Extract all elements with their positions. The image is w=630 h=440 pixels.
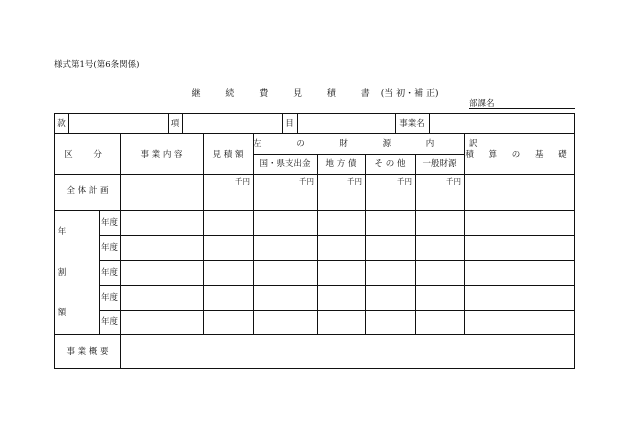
department-label: 部課名	[469, 99, 495, 109]
zaigen-sub-kokuken: 国・県支出金	[259, 159, 311, 169]
nenwari-char-gaku: 額	[57, 308, 67, 318]
nenwari-char-nen: 年	[57, 227, 67, 237]
mitsumori-header: 見 積 額	[212, 150, 244, 160]
department-underline	[469, 108, 575, 109]
zaigen-header: 左 の 財 源 内 訳	[253, 139, 494, 149]
year-label-3: 年度	[100, 268, 118, 278]
moku-label: 目	[285, 119, 294, 129]
rule-moku-sep	[297, 114, 298, 133]
zaigen-sub-sonota: そ の 他	[374, 159, 406, 169]
rule-year4	[99, 310, 574, 311]
kan-label: 款	[57, 119, 66, 129]
estimate-form-table	[54, 113, 575, 369]
page-title	[0, 89, 630, 99]
rule-year1	[99, 235, 574, 236]
gaiyo-label: 事 業 概 要	[66, 347, 109, 357]
rule-subheader	[253, 154, 464, 155]
title-main: 継 続 費 見 積 書	[191, 89, 381, 99]
year-label-4: 年度	[100, 293, 118, 303]
rule-col-naiyo	[120, 210, 121, 334]
rule-year2	[99, 260, 574, 261]
kou-label: 項	[170, 119, 180, 129]
rule-kan-sep	[68, 114, 69, 133]
zentai-unit-kokuken: 千円	[299, 177, 314, 186]
kubun-header: 区 分	[64, 150, 111, 160]
year-label-1: 年度	[100, 218, 118, 228]
rule-nenwari-bottom	[55, 334, 574, 335]
rule-jigyo-sep	[429, 114, 430, 133]
kiso-header: 積 算 の 基 礎	[465, 150, 573, 160]
year-label-5: 年度	[100, 317, 118, 327]
rule-col-kubun	[120, 133, 121, 210]
jigyomei-label: 事業名	[399, 119, 425, 129]
zaigen-sub-chihosai: 地 方 債	[325, 159, 357, 169]
zaigen-sub-ippan: 一般財源	[422, 159, 457, 169]
naiyo-header: 事 業 内 容	[140, 150, 183, 160]
title-sub: (当 初・補 正)	[380, 89, 439, 99]
nenwari-char-wari: 割	[57, 268, 67, 278]
year-label-2: 年度	[100, 243, 118, 253]
rule-kou-sep	[182, 114, 183, 133]
zentai-unit-chihosai: 千円	[347, 177, 362, 186]
zentai-unit-sonota: 千円	[397, 177, 412, 186]
rule-header	[55, 174, 574, 175]
rule-col-mitsumori	[203, 133, 204, 334]
zentai-unit-ippan: 千円	[446, 177, 461, 186]
rule-col-kiso	[464, 133, 465, 334]
zentai-label: 全 体 計 画	[66, 186, 109, 196]
rule-col-gaiyo	[120, 334, 121, 368]
zentai-unit-mitsumori: 千円	[235, 177, 250, 186]
form-number: 様式第1号(第6条関係)	[54, 60, 140, 70]
rule-year3	[99, 285, 574, 286]
rule-zentai	[55, 210, 574, 211]
rule-row1	[55, 133, 574, 134]
